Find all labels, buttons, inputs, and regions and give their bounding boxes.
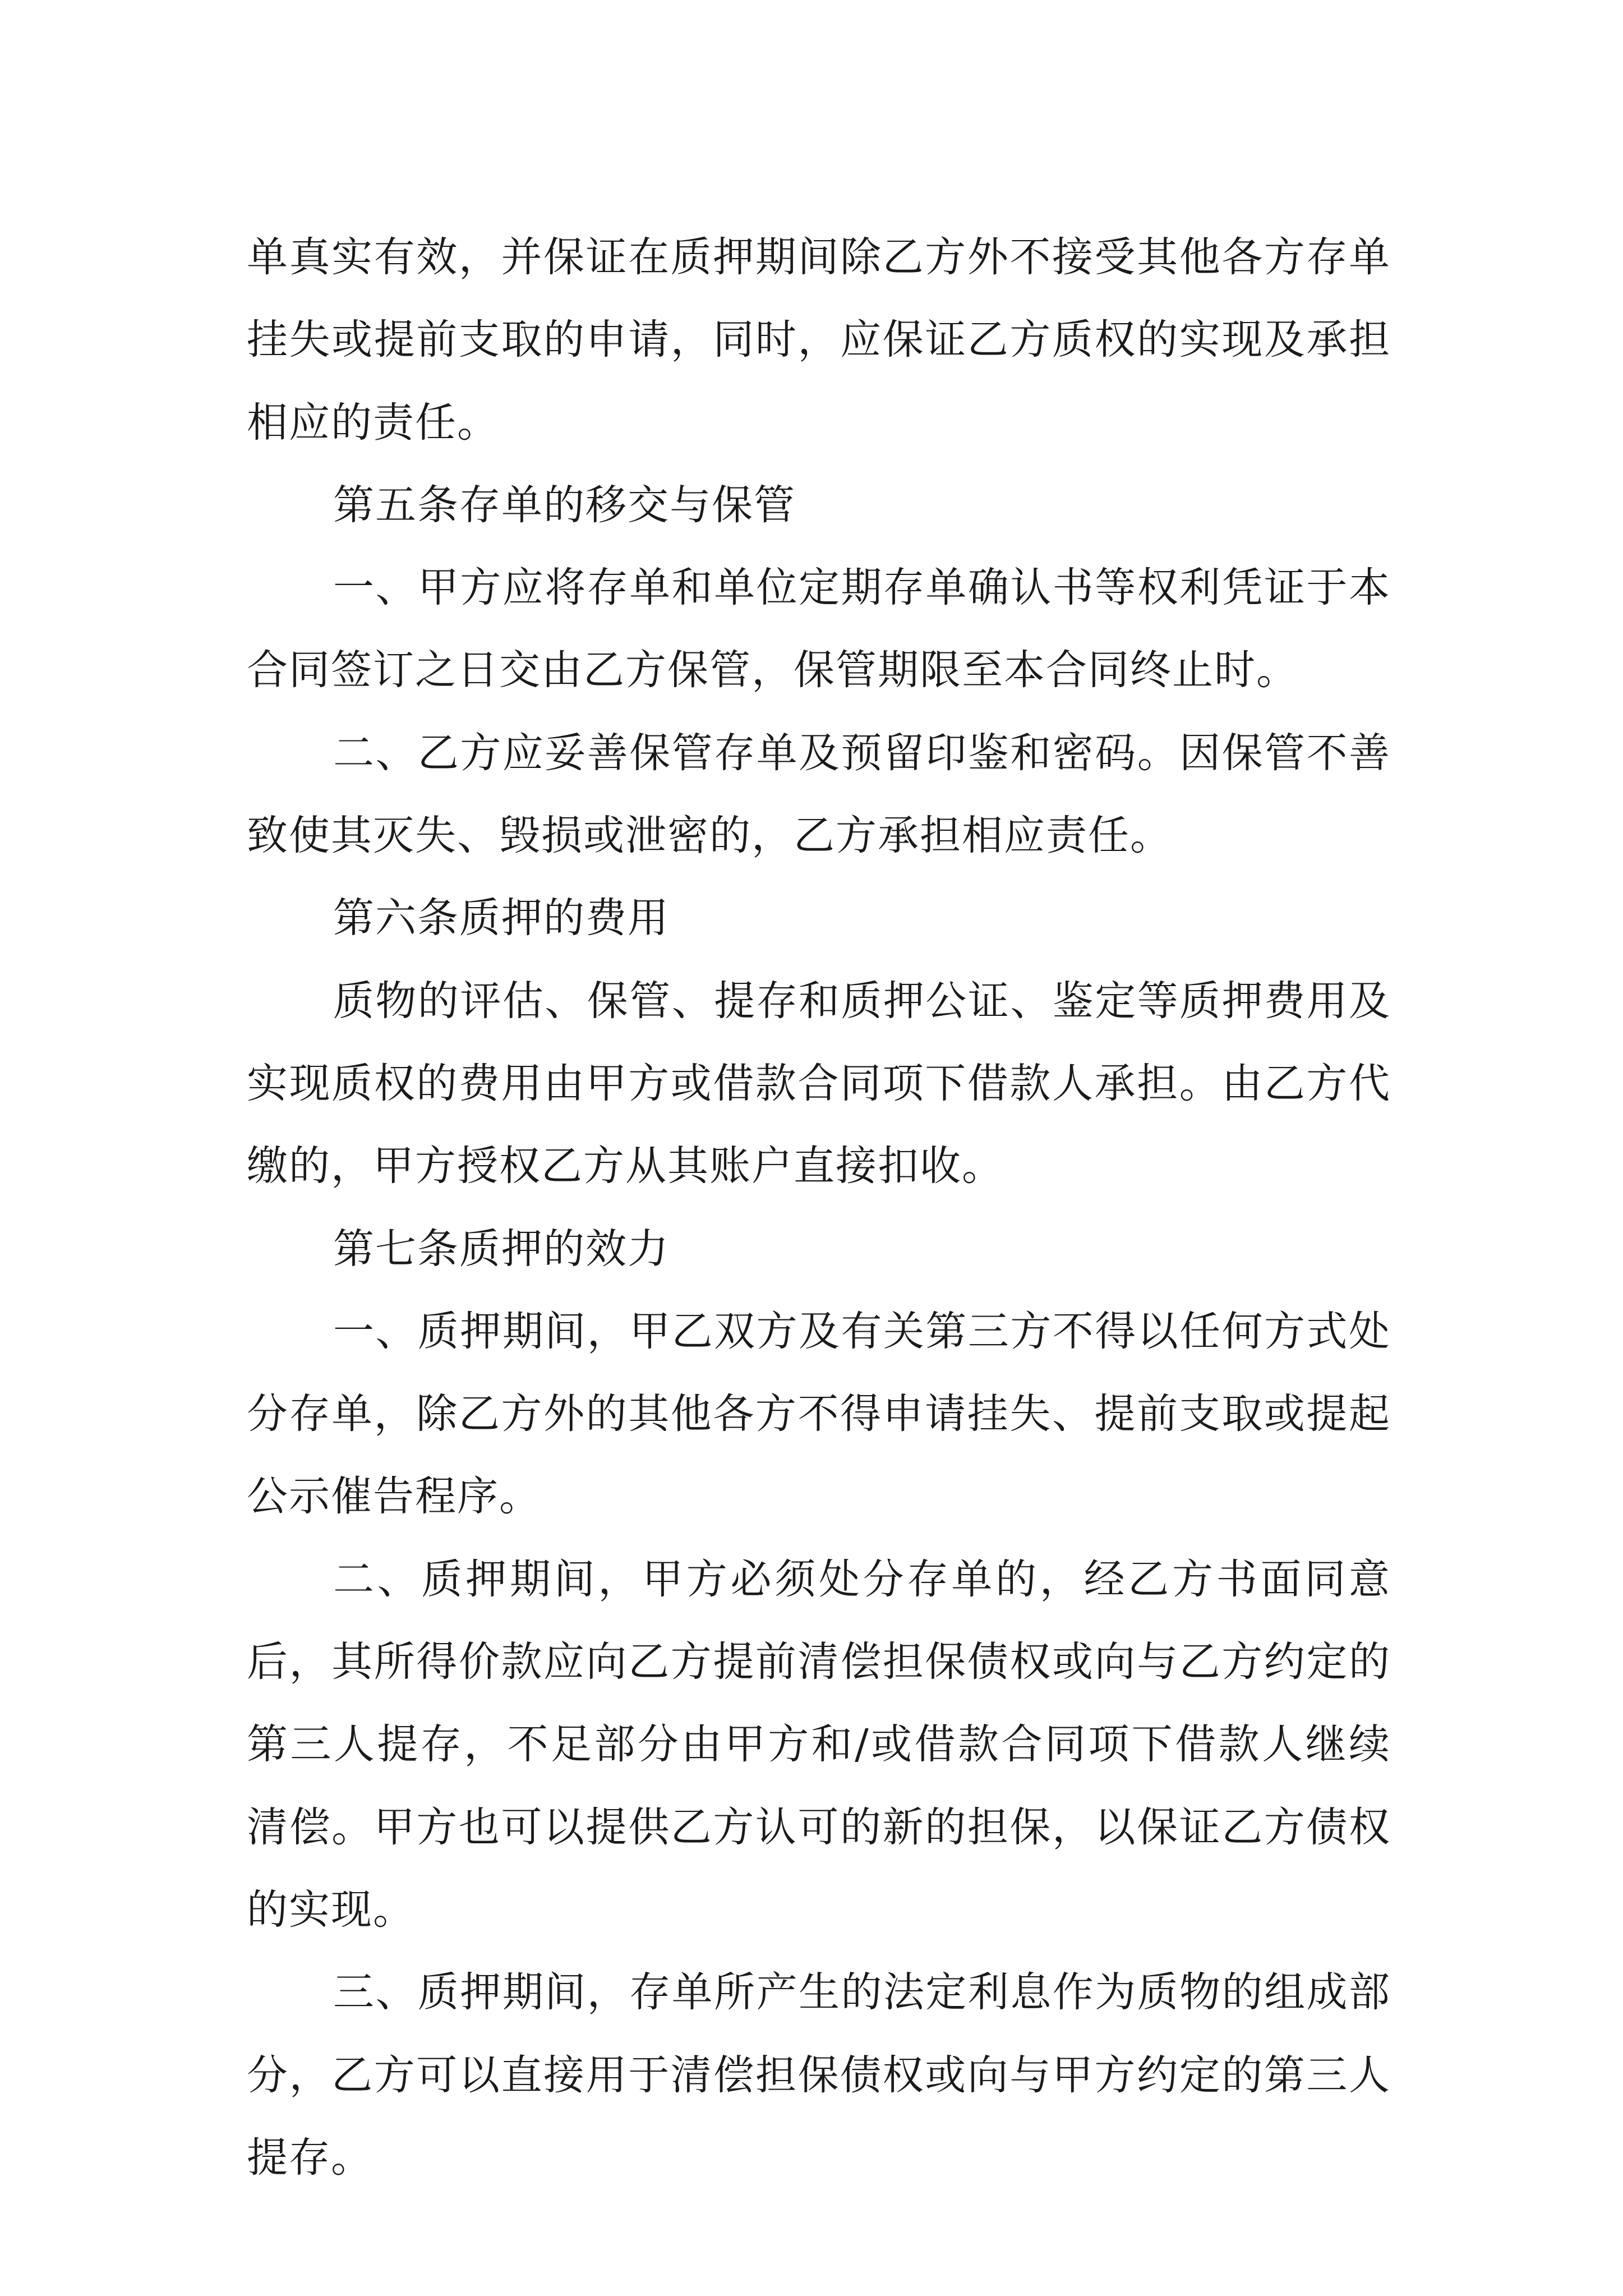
section-heading-article-7: 第七条质押的效力 — [333, 1225, 670, 1273]
section-heading-article-6: 第六条质押的费用 — [333, 894, 670, 942]
paragraph-article-7-clause-2: 二、质押期间，甲方必须处分存单的，经乙方书面同意后，其所得价款应向乙方提前清偿担保债权或向与乙方约定的第三人提存，不足部分由甲方和/或借款合同项下借款人继续清偿。甲方也可以提供乙方认可的新的担保，以保证乙方债权的实现。 — [247, 1555, 1391, 1934]
paragraph-article-7-clause-3: 三、质押期间，存单所产生的法定利息作为质物的组成部分，乙方可以直接用于清偿担保债权或向与甲方约定的第三人提存。 — [247, 1968, 1391, 2182]
paragraph-article-6-body: 质物的评估、保管、提存和质押公证、鉴定等质押费用及实现质权的费用由甲方或借款合同项下借款人承担。由乙方代缴的，甲方授权乙方从其账户直接扣收。 — [247, 977, 1391, 1190]
document-page — [247, 216, 1391, 2199]
paragraph-article-7-clause-1: 一、质押期间，甲乙双方及有关第三方不得以任何方式处分存单，除乙方外的其他各方不得申请挂失、提前支取或提起公示催告程序。 — [247, 1307, 1391, 1521]
paragraph-article-5-clause-2: 二、乙方应妥善保管存单及预留印鉴和密码。因保管不善致使其灭失、毁损或泄密的，乙方承担相应责任。 — [247, 729, 1391, 860]
paragraph-continuation: 单真实有效，并保证在质押期间除乙方外不接受其他各方存单挂失或提前支取的申请，同时，应保证乙方质权的实现及承担相应的责任。 — [247, 233, 1391, 447]
section-heading-article-5: 第五条存单的移交与保管 — [333, 481, 796, 529]
paragraph-article-5-clause-1: 一、甲方应将存单和单位定期存单确认书等权利凭证于本合同签订之日交由乙方保管，保管期限至本合同终止时。 — [247, 564, 1391, 694]
